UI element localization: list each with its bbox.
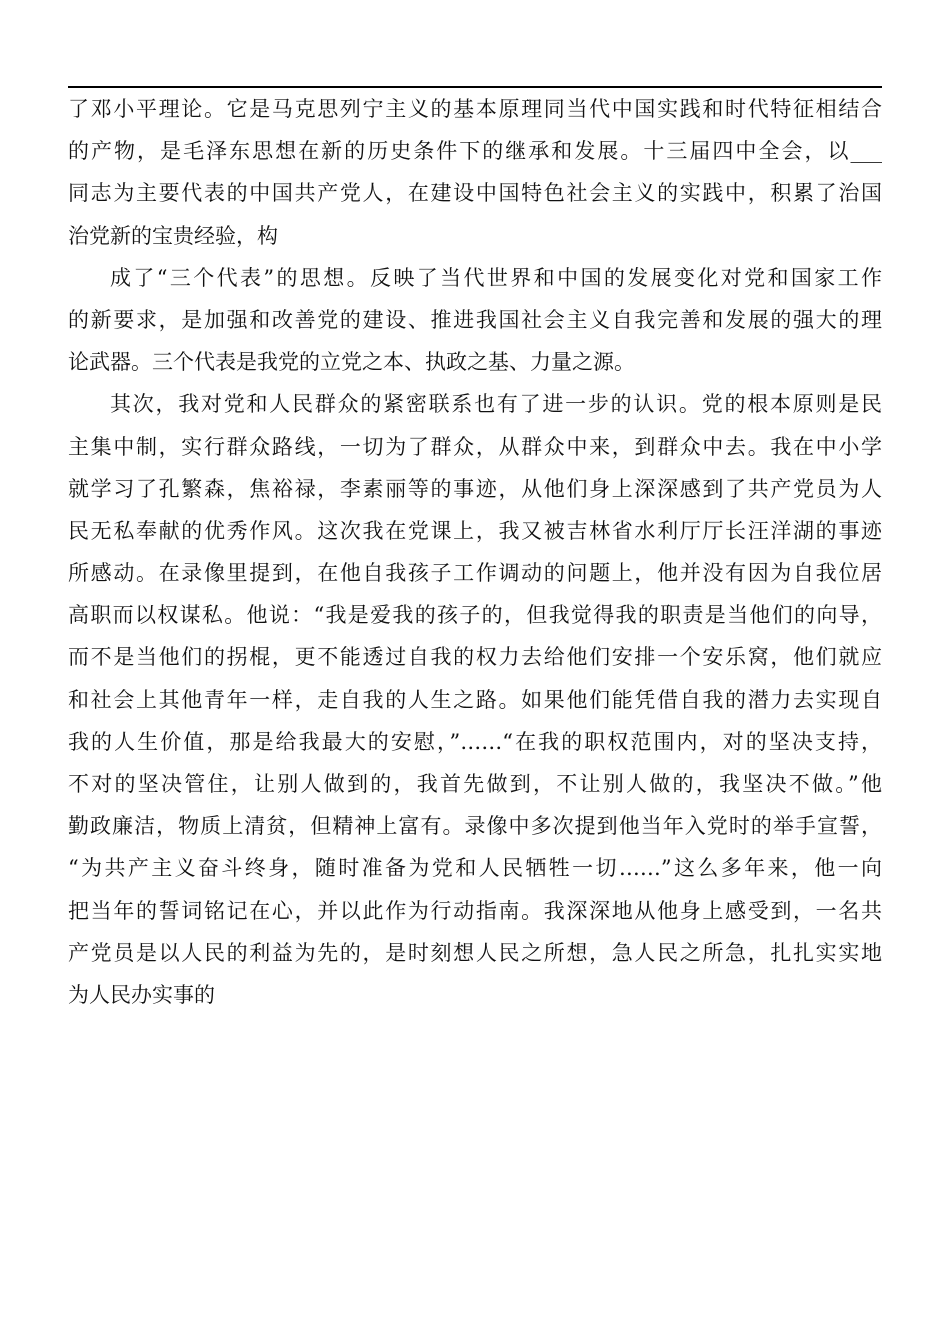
- text-line: 为人民办实事的: [68, 982, 215, 1007]
- text-line: 我的人生价值，那是给我最大的安慰，”……“在我的职权范围内，对的坚决支持，: [68, 729, 882, 754]
- paragraph-3: [68, 383, 882, 1016]
- text-line: 论武器。三个代表是我党的立党之本、执政之基、力量之源。: [68, 350, 635, 375]
- text-line: 的产物，是毛泽东思想在新的历史条件下的继承和发展。十三届四中全会，以___: [68, 139, 882, 164]
- text-line: 了邓小平理论。它是马克思列宁主义的基本原理同当代中国实践和时代特征相结合: [68, 97, 882, 121]
- text-line: 治党新的宝贵经验，构: [68, 223, 278, 248]
- text-line: 把当年的誓词铭记在心，并以此作为行动指南。我深深地从他身上感受到，一名共: [68, 898, 882, 923]
- text-line: 就学习了孔繁森，焦裕禄，李素丽等的事迹，从他们身上深深感到了共产党员为人: [68, 476, 882, 501]
- text-line: 高职而以权谋私。他说：“我是爱我的孩子的，但我觉得我的职责是当他们的向导，: [68, 603, 882, 628]
- text-line: 勤政廉洁，物质上清贫，但精神上富有。录像中多次提到他当年入党时的举手宣誓，: [68, 814, 882, 839]
- text-line: 民无私奉献的优秀作风。这次我在党课上，我又被吉林省水利厅厅长汪洋湖的事迹: [68, 518, 882, 543]
- text-line: 产党员是以人民的利益为先的，是时刻想人民之所想，急人民之所急，扎扎实实地: [68, 940, 882, 965]
- document-body: [68, 88, 882, 1016]
- text-line: 不对的坚决管住，让别人做到的，我首先做到，不让别人做的，我坚决不做。”他: [68, 772, 882, 796]
- paragraph-2: [68, 257, 882, 384]
- text-line: 所感动。在录像里提到，在他自我孩子工作调动的问题上，他并没有因为自我位居: [68, 561, 882, 586]
- text-line: 而不是当他们的拐棍，更不能透过自我的权力去给他们安排一个安乐窝，他们就应: [68, 645, 882, 670]
- text-line: 和社会上其他青年一样，走自我的人生之路。如果他们能凭借自我的潜力去实现自: [68, 687, 882, 712]
- text-line: 主集中制，实行群众路线，一切为了群众，从群众中来，到群众中去。我在中小学: [68, 434, 882, 459]
- text-line: 同志为主要代表的中国共产党人，在建设中国特色社会主义的实践中，积累了治国: [68, 181, 882, 206]
- paragraph-1: [68, 88, 882, 257]
- text-line: “为共产主义奋斗终身，随时准备为党和人民牺牲一切……”这么多年来，他一向: [68, 856, 882, 881]
- text-line: 成了“三个代表”的思想。反映了当代世界和中国的发展变化对党和国家工作: [110, 265, 882, 290]
- text-line: 其次，我对党和人民群众的紧密联系也有了进一步的认识。党的根本原则是民: [110, 392, 882, 417]
- text-line: 的新要求，是加强和改善党的建设、推进我国社会主义自我完善和发展的强大的理: [68, 307, 882, 332]
